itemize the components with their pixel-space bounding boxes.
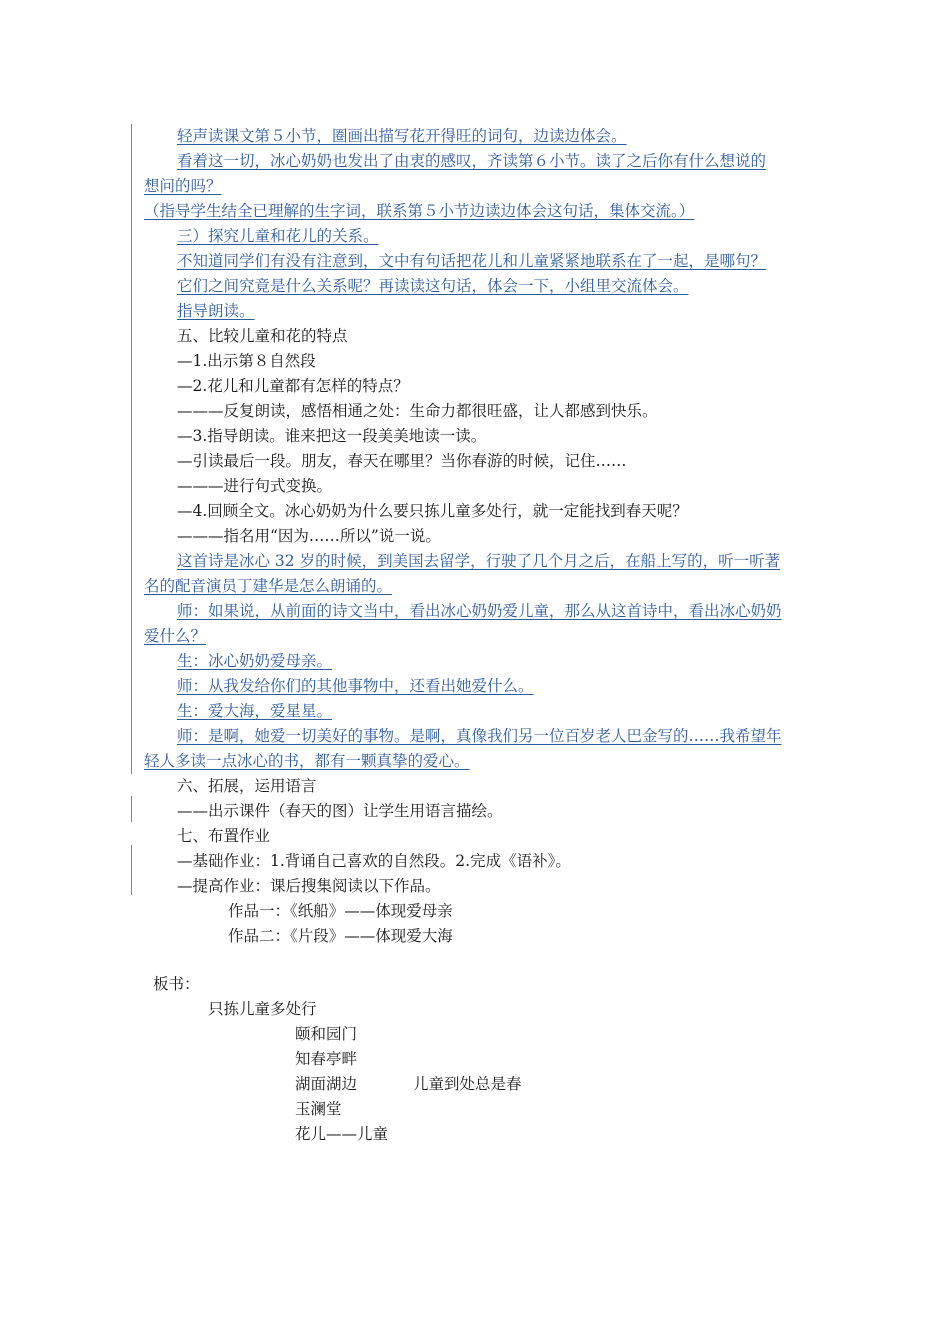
paragraph-line: （指导学生结全已理解的生字词，联系第５小节边读边体会这句话，集体交流。）: [144, 202, 695, 220]
paragraph-line: 师：是啊，她爱一切美好的事物。是啊，真像我们另一位百岁老人巴金写的……我希望年: [177, 727, 782, 745]
paragraph-line: 师：如果说，从前面的诗文当中，看出冰心奶奶爱儿童，那么从这首诗中，看出冰心奶奶: [177, 602, 782, 620]
board-place: 知春亭畔: [295, 1050, 358, 1068]
reading-work-item: 作品二：《片段》——体现爱大海: [228, 927, 453, 945]
board-place: 花儿——儿童: [295, 1125, 389, 1143]
paragraph-line: 师：从我发给你们的其他事物中，还看出她爱什么。: [177, 677, 534, 695]
board-place: 湖面湖边: [295, 1075, 358, 1093]
paragraph-line: 不知道同学们有没有注意到，文中有句话把花儿和儿童紧紧地联系在了一起，是哪句？: [177, 252, 767, 270]
reading-work-item: 作品一：《纸船》——体现爱母亲: [228, 902, 453, 920]
paragraph-line: —基础作业：1.背诵自己喜欢的自然段。2.完成《语补》。: [177, 852, 571, 870]
paragraph-line: ———指名用“因为……所以”说一说。: [177, 527, 441, 545]
revision-bar: [131, 124, 132, 774]
paragraph-line: —3.指导朗读。谁来把这一段美美地读一读。: [177, 427, 487, 445]
paragraph-line: 它们之间究竟是什么关系呢？再读读这句话，体会一下，小组里交流体会。: [177, 277, 689, 295]
paragraph-line: 生：爱大海，爱星星。: [177, 702, 333, 720]
board-place: 玉澜堂: [295, 1100, 342, 1118]
section-heading: 六、拓展，运用语言: [177, 777, 317, 795]
paragraph-line: ———进行句式变换。: [177, 477, 333, 495]
board-label: 板书：: [153, 975, 200, 993]
paragraph-line: 名的配音演员丁建华是怎么朗诵的。: [144, 577, 393, 595]
paragraph-line: 指导朗读。: [177, 302, 255, 320]
paragraph-line: —4.回顾全文。冰心奶奶为什么要只拣儿童多处行，就一定能找到春天呢？: [177, 502, 688, 520]
board-place: 颐和园门: [295, 1025, 358, 1043]
paragraph-line: 轻声读课文第５小节，圈画出描写花开得旺的词句，边读边体会。: [177, 127, 627, 145]
paragraph-line: —2.花儿和儿童都有怎样的特点？: [177, 377, 409, 395]
section-heading: 七、布置作业: [177, 827, 271, 845]
paragraph-line: ——出示课件（春天的图）让学生用语言描绘。: [177, 802, 503, 820]
paragraph-line: 这首诗是冰心 32 岁的时候，到美国去留学，行驶了几个月之后，在船上写的，听一听著: [177, 552, 781, 570]
board-title: 只拣儿童多处行: [208, 1000, 317, 1018]
paragraph-line: ———反复朗读，感悟相通之处：生命力都很旺盛，让人都感到快乐。: [177, 402, 658, 420]
board-conclusion: 儿童到处总是春: [413, 1075, 522, 1093]
paragraph-line: 看着这一切，冰心奶奶也发出了由衷的感叹，齐读第６小节。读了之后你有什么想说的: [177, 152, 767, 170]
paragraph-line: 想问的吗？: [144, 177, 222, 195]
paragraph-line: —1.出示第８自然段: [177, 352, 316, 370]
paragraph-line: 轻人多读一点冰心的书，都有一颗真挚的爱心。: [144, 752, 470, 770]
revision-bar: [131, 845, 132, 895]
section-heading: 五、比较儿童和花的特点: [177, 327, 348, 345]
paragraph-line: 生：冰心奶奶爱母亲。: [177, 652, 333, 670]
paragraph-line: 爱什么？: [144, 627, 207, 645]
paragraph-line: —提高作业：课后搜集阅读以下作品。: [177, 877, 441, 895]
revision-bar: [131, 796, 132, 822]
paragraph-line: 三）探究儿童和花儿的关系。: [177, 227, 379, 245]
paragraph-line: —引读最后一段。朋友，春天在哪里？当你春游的时候，记住……: [177, 452, 627, 470]
